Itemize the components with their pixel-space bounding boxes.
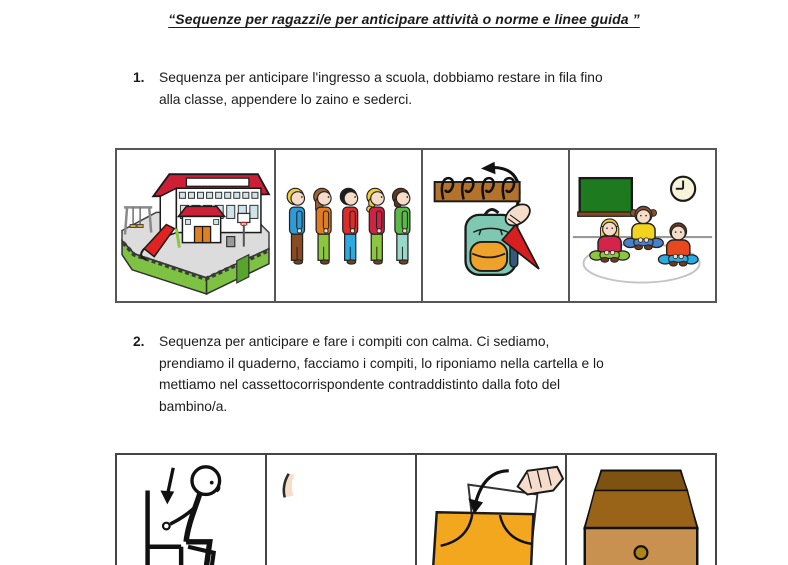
partially-visible-pictogram-icon (267, 455, 415, 565)
item-text-line: bambino/a. (159, 398, 228, 414)
item-text-line: prendiamo il quaderno, facciamo i compiti, lo riponiamo nella cartella e lo (159, 355, 604, 371)
item-number: 2. (133, 334, 145, 349)
item-text-line: Sequenza per anticipare l'ingresso a scuola, dobbiamo restare in fila fino (159, 70, 603, 85)
pictogram-cell-queue (276, 150, 423, 301)
sit-down-on-chair-icon (117, 455, 265, 565)
pictogram-cell-sit-down (117, 455, 267, 565)
put-paper-in-schoolbag-icon (417, 455, 565, 565)
pictogram-cell-drawer (567, 455, 715, 565)
item-text-line: mettiamo nel cassettocorrispondente contraddistinto dalla foto del (159, 377, 561, 392)
pictogram-cell-classroom (570, 150, 715, 301)
pictogram-table-1 (115, 148, 717, 303)
list-item-2 (133, 331, 604, 417)
pictogram-cell-paper-in-bag (417, 455, 567, 565)
pictogram-cell-school (117, 150, 276, 301)
children-in-line-icon (276, 150, 421, 301)
children-sitting-in-circle-icon (570, 150, 715, 301)
item-text-line: alla classe, appendere lo zaino e sederci. (159, 91, 413, 107)
item-text (159, 67, 603, 110)
hang-backpack-on-hook-icon (423, 150, 568, 301)
pictogram-table-2 (115, 453, 717, 565)
item-text (159, 331, 604, 417)
item-number: 1. (133, 70, 145, 85)
pictogram-cell-hang-backpack (423, 150, 570, 301)
pictogram-cell-partial (267, 455, 417, 565)
school-building-icon (117, 150, 274, 301)
open-drawer-icon (567, 455, 715, 565)
list-item-1 (133, 67, 603, 110)
document-title: “Sequenze per ragazzi/e per anticipare attività o norme e linee guida ” (168, 11, 640, 27)
item-text-line: Sequenza per anticipare e fare i compiti con calma. Ci sediamo, (159, 334, 550, 349)
